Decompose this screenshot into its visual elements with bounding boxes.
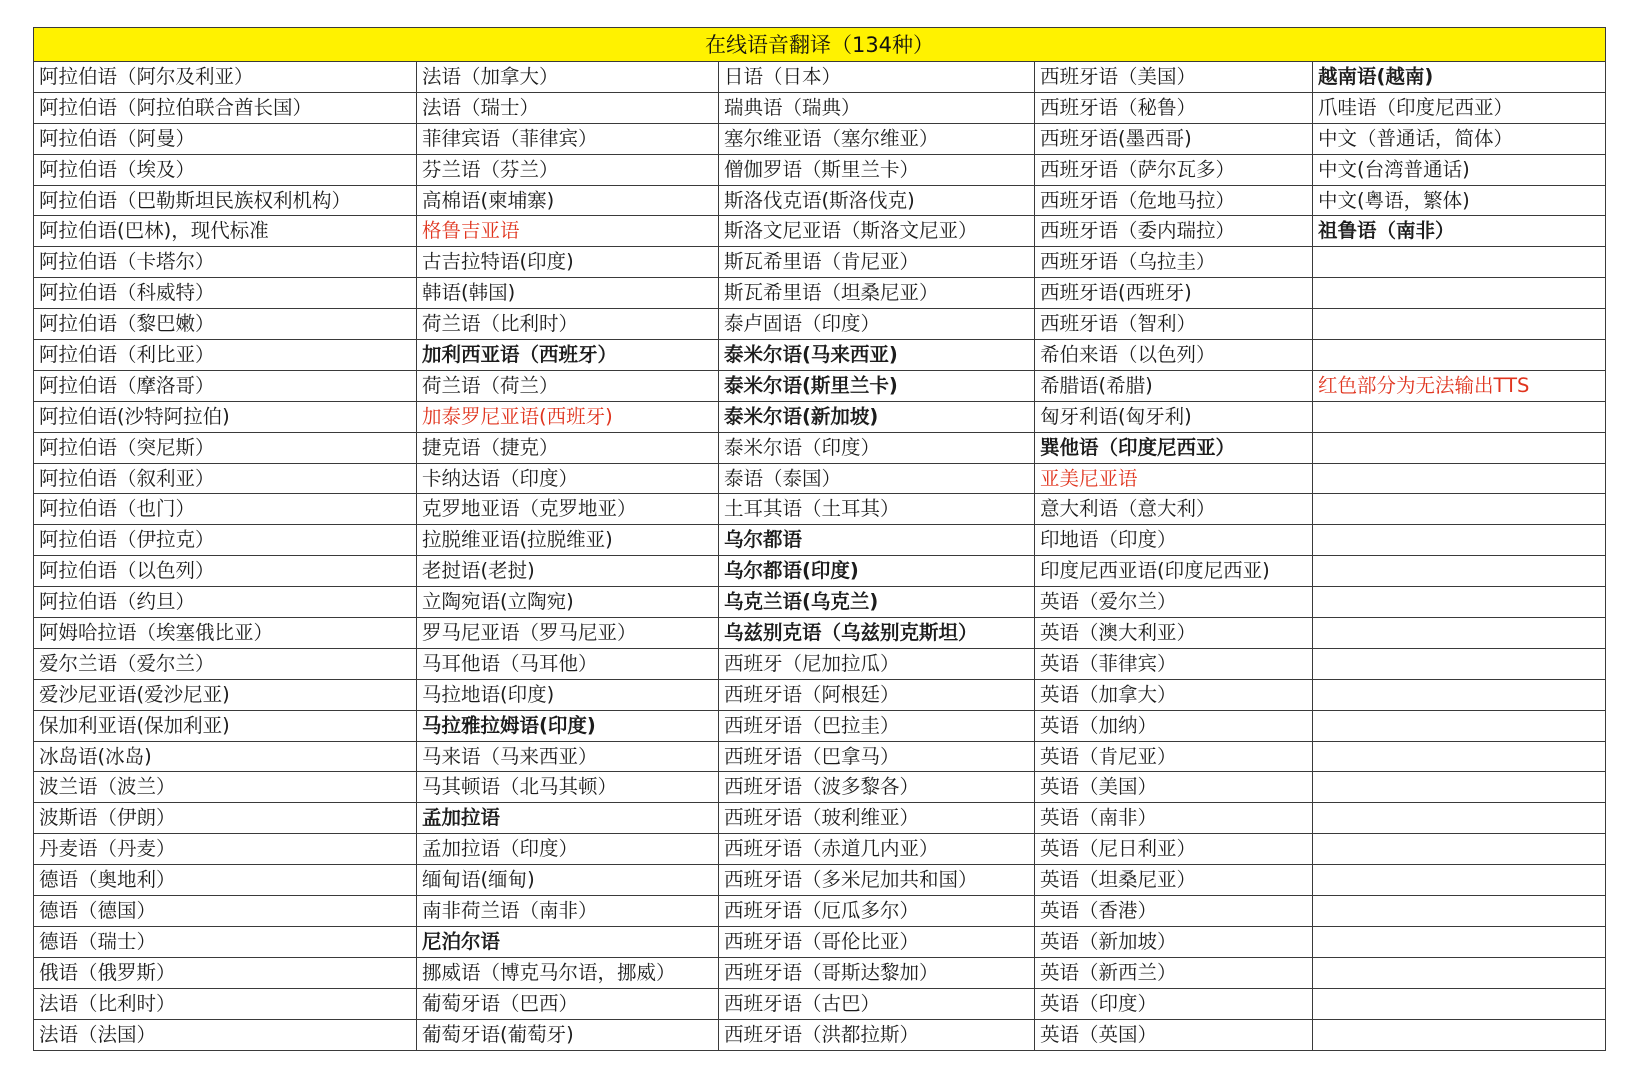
language-cell[interactable]: 德语（德国） — [34, 896, 417, 927]
language-cell[interactable]: 意大利语（意大利） — [1035, 494, 1313, 525]
language-cell[interactable]: 阿拉伯语（约旦） — [34, 587, 417, 618]
language-cell[interactable]: 斯洛伐克语(斯洛伐克) — [719, 185, 1035, 216]
language-cell[interactable]: 爱尔兰语（爱尔兰） — [34, 648, 417, 679]
language-cell[interactable]: 韩语(韩国) — [417, 278, 719, 309]
language-cell[interactable]: 阿姆哈拉语（埃塞俄比亚） — [34, 618, 417, 649]
table-row — [34, 278, 1606, 309]
language-cell[interactable]: 西班牙语（赤道几内亚） — [719, 834, 1035, 865]
table-row — [34, 463, 1606, 494]
language-cell[interactable]: 阿拉伯语（突尼斯） — [34, 432, 417, 463]
language-cell[interactable]: 印地语（印度） — [1035, 525, 1313, 556]
language-cell[interactable]: 西班牙语（哥斯达黎加） — [719, 957, 1035, 988]
language-cell[interactable]: 阿拉伯语(沙特阿拉伯) — [34, 401, 417, 432]
language-cell[interactable]: 中文(粤语，繁体) — [1313, 185, 1606, 216]
table-title[interactable]: 在线语音翻译（134种） — [34, 28, 1606, 62]
table-row — [34, 1019, 1606, 1050]
language-cell[interactable]: 加泰罗尼亚语(西班牙) — [417, 401, 719, 432]
language-cell[interactable]: 英语（香港） — [1035, 896, 1313, 927]
language-cell[interactable]: 卡纳达语（印度） — [417, 463, 719, 494]
language-cell[interactable]: 中文(台湾普通话) — [1313, 154, 1606, 185]
language-cell[interactable] — [1313, 710, 1606, 741]
language-cell[interactable]: 高棉语(柬埔寨) — [417, 185, 719, 216]
language-cell[interactable]: 菲律宾语（菲律宾） — [417, 123, 719, 154]
language-cell[interactable]: 英语（澳大利亚） — [1035, 618, 1313, 649]
language-cell[interactable]: 阿拉伯语（卡塔尔） — [34, 247, 417, 278]
language-cell[interactable] — [1313, 494, 1606, 525]
language-cell[interactable]: 印度尼西亚语(印度尼西亚) — [1035, 556, 1313, 587]
language-cell[interactable]: 泰卢固语（印度） — [719, 309, 1035, 340]
language-cell[interactable]: 西班牙语（玻利维亚） — [719, 803, 1035, 834]
language-cell[interactable]: 乌克兰语(乌克兰) — [719, 587, 1035, 618]
table-row — [34, 957, 1606, 988]
language-cell[interactable] — [1313, 525, 1606, 556]
language-cell[interactable]: 阿拉伯语（以色列） — [34, 556, 417, 587]
language-cell[interactable]: 波斯语（伊朗） — [34, 803, 417, 834]
language-cell[interactable]: 土耳其语（土耳其） — [719, 494, 1035, 525]
language-cell[interactable]: 匈牙利语(匈牙利) — [1035, 401, 1313, 432]
language-cell[interactable]: 西班牙语(墨西哥) — [1035, 123, 1313, 154]
language-cell[interactable]: 西班牙语(西班牙) — [1035, 278, 1313, 309]
table-row — [34, 62, 1606, 93]
language-cell[interactable]: 西班牙语（美国） — [1035, 62, 1313, 93]
language-cell[interactable]: 巽他语（印度尼西亚） — [1035, 432, 1313, 463]
language-cell[interactable]: 孟加拉语（印度） — [417, 834, 719, 865]
language-cell[interactable]: 西班牙语（巴拉圭） — [719, 710, 1035, 741]
language-cell[interactable] — [1313, 648, 1606, 679]
language-cell[interactable]: 立陶宛语(立陶宛) — [417, 587, 719, 618]
language-cell[interactable]: 西班牙语（巴拿马） — [719, 741, 1035, 772]
table-row — [34, 401, 1606, 432]
language-cell[interactable]: 英语（肯尼亚） — [1035, 741, 1313, 772]
table-row — [34, 803, 1606, 834]
table-row — [34, 772, 1606, 803]
language-cell[interactable]: 英语（菲律宾） — [1035, 648, 1313, 679]
table-row — [34, 556, 1606, 587]
language-cell[interactable]: 西班牙语（萨尔瓦多） — [1035, 154, 1313, 185]
language-cell[interactable]: 中文（普通话，简体） — [1313, 123, 1606, 154]
language-cell[interactable]: 瑞典语（瑞典） — [719, 92, 1035, 123]
language-cell[interactable] — [1313, 618, 1606, 649]
language-cell[interactable]: 老挝语(老挝) — [417, 556, 719, 587]
language-cell[interactable]: 英语（印度） — [1035, 988, 1313, 1019]
language-cell[interactable] — [1313, 741, 1606, 772]
table-row — [34, 432, 1606, 463]
language-cell[interactable]: 英语（南非） — [1035, 803, 1313, 834]
language-cell[interactable] — [1313, 340, 1606, 371]
language-cell[interactable]: 捷克语（捷克） — [417, 432, 719, 463]
language-cell[interactable]: 马来语（马来西亚） — [417, 741, 719, 772]
language-cell[interactable] — [1313, 834, 1606, 865]
language-cell[interactable]: 阿拉伯语(巴林)，现代标准 — [34, 216, 417, 247]
table-row — [34, 309, 1606, 340]
language-cell[interactable]: 斯洛文尼亚语（斯洛文尼亚） — [719, 216, 1035, 247]
language-cell[interactable]: 荷兰语（比利时） — [417, 309, 719, 340]
table-row — [34, 123, 1606, 154]
language-cell[interactable]: 德语（瑞士） — [34, 926, 417, 957]
language-cell[interactable]: 英语（新西兰） — [1035, 957, 1313, 988]
language-cell[interactable]: 阿拉伯语（伊拉克） — [34, 525, 417, 556]
language-cell[interactable] — [1313, 679, 1606, 710]
table-row — [34, 834, 1606, 865]
language-cell[interactable]: 德语（奥地利） — [34, 865, 417, 896]
language-cell[interactable]: 僧伽罗语（斯里兰卡） — [719, 154, 1035, 185]
language-cell[interactable] — [1313, 1019, 1606, 1050]
language-cell[interactable]: 塞尔维亚语（塞尔维亚） — [719, 123, 1035, 154]
language-cell[interactable]: 挪威语（博克马尔语，挪威） — [417, 957, 719, 988]
language-cell[interactable]: 阿拉伯语（摩洛哥） — [34, 370, 417, 401]
language-cell[interactable]: 马耳他语（马耳他） — [417, 648, 719, 679]
language-cell[interactable]: 泰米尔语(新加坡) — [719, 401, 1035, 432]
language-cell[interactable] — [1313, 463, 1606, 494]
table-row — [34, 185, 1606, 216]
language-cell[interactable]: 西班牙语（乌拉圭） — [1035, 247, 1313, 278]
language-cell[interactable]: 乌尔都语 — [719, 525, 1035, 556]
language-cell[interactable]: 爱沙尼亚语(爱沙尼亚) — [34, 679, 417, 710]
language-cell[interactable]: 阿拉伯语（埃及） — [34, 154, 417, 185]
language-cell[interactable]: 冰岛语(冰岛) — [34, 741, 417, 772]
language-cell[interactable]: 阿拉伯语（阿尔及利亚） — [34, 62, 417, 93]
language-cell[interactable]: 红色部分为无法输出TTS — [1313, 370, 1606, 401]
language-cell[interactable]: 泰语（泰国） — [719, 463, 1035, 494]
language-cell[interactable] — [1313, 803, 1606, 834]
language-cell[interactable]: 波兰语（波兰） — [34, 772, 417, 803]
language-cell[interactable]: 斯瓦希里语（坦桑尼亚） — [719, 278, 1035, 309]
language-cell[interactable]: 希腊语(希腊) — [1035, 370, 1313, 401]
language-cell[interactable]: 缅甸语(缅甸) — [417, 865, 719, 896]
language-cell[interactable]: 英语（加纳） — [1035, 710, 1313, 741]
language-cell[interactable]: 加利西亚语（西班牙） — [417, 340, 719, 371]
table-row — [34, 710, 1606, 741]
language-cell[interactable]: 古吉拉特语(印度) — [417, 247, 719, 278]
table-row — [34, 926, 1606, 957]
table-row — [34, 92, 1606, 123]
language-cell[interactable]: 西班牙语（危地马拉） — [1035, 185, 1313, 216]
language-cell[interactable] — [1313, 896, 1606, 927]
language-cell[interactable]: 阿拉伯语（科威特） — [34, 278, 417, 309]
language-cell[interactable]: 越南语(越南) — [1313, 62, 1606, 93]
language-cell[interactable]: 爪哇语（印度尼西亚） — [1313, 92, 1606, 123]
language-cell[interactable]: 祖鲁语（南非） — [1313, 216, 1606, 247]
table-row — [34, 370, 1606, 401]
table-row — [34, 587, 1606, 618]
language-cell[interactable]: 希伯来语（以色列） — [1035, 340, 1313, 371]
language-cell[interactable]: 日语（日本） — [719, 62, 1035, 93]
language-cell[interactable] — [1313, 772, 1606, 803]
language-cell[interactable]: 拉脱维亚语(拉脱维亚) — [417, 525, 719, 556]
language-cell[interactable] — [1313, 957, 1606, 988]
language-cell[interactable]: 丹麦语（丹麦） — [34, 834, 417, 865]
language-cell[interactable] — [1313, 587, 1606, 618]
language-cell[interactable]: 英语（坦桑尼亚） — [1035, 865, 1313, 896]
language-cell[interactable]: 英语（英国） — [1035, 1019, 1313, 1050]
language-cell[interactable]: 西班牙语（波多黎各） — [719, 772, 1035, 803]
language-cell[interactable]: 西班牙语（洪都拉斯） — [719, 1019, 1035, 1050]
language-cell[interactable]: 西班牙语（古巴） — [719, 988, 1035, 1019]
language-cell[interactable]: 泰米尔语(马来西亚) — [719, 340, 1035, 371]
table-row — [34, 247, 1606, 278]
language-cell[interactable]: 马其顿语（北马其顿） — [417, 772, 719, 803]
language-cell[interactable] — [1313, 278, 1606, 309]
language-cell[interactable]: 英语（加拿大） — [1035, 679, 1313, 710]
language-cell[interactable]: 罗马尼亚语（罗马尼亚） — [417, 618, 719, 649]
language-cell[interactable]: 西班牙（尼加拉瓜） — [719, 648, 1035, 679]
language-cell[interactable]: 法语（加拿大） — [417, 62, 719, 93]
language-cell[interactable]: 阿拉伯语（黎巴嫩） — [34, 309, 417, 340]
table-row — [34, 741, 1606, 772]
language-cell[interactable] — [1313, 865, 1606, 896]
language-cell[interactable]: 英语（美国） — [1035, 772, 1313, 803]
language-cell[interactable]: 英语（尼日利亚） — [1035, 834, 1313, 865]
table-row — [34, 988, 1606, 1019]
table-row — [34, 525, 1606, 556]
language-cell[interactable]: 法语（比利时） — [34, 988, 417, 1019]
language-cell[interactable]: 孟加拉语 — [417, 803, 719, 834]
language-cell[interactable]: 西班牙语（哥伦比亚） — [719, 926, 1035, 957]
language-cell[interactable]: 芬兰语（芬兰） — [417, 154, 719, 185]
language-cell[interactable] — [1313, 401, 1606, 432]
language-cell[interactable] — [1313, 926, 1606, 957]
table-row — [34, 648, 1606, 679]
language-cell[interactable]: 乌尔都语(印度) — [719, 556, 1035, 587]
language-cell[interactable]: 阿拉伯语（叙利亚） — [34, 463, 417, 494]
language-cell[interactable]: 法语（法国） — [34, 1019, 417, 1050]
language-cell[interactable]: 阿拉伯语（阿曼） — [34, 123, 417, 154]
language-cell[interactable]: 斯瓦希里语（肯尼亚） — [719, 247, 1035, 278]
table-row — [34, 865, 1606, 896]
language-cell[interactable]: 马拉地语(印度) — [417, 679, 719, 710]
language-cell[interactable]: 西班牙语（智利） — [1035, 309, 1313, 340]
language-cell[interactable]: 荷兰语（荷兰） — [417, 370, 719, 401]
language-cell[interactable]: 亚美尼亚语 — [1035, 463, 1313, 494]
language-cell[interactable]: 阿拉伯语（阿拉伯联合酋长国） — [34, 92, 417, 123]
language-cell[interactable]: 泰米尔语（印度） — [719, 432, 1035, 463]
language-cell[interactable]: 尼泊尔语 — [417, 926, 719, 957]
language-cell[interactable] — [1313, 432, 1606, 463]
language-cell[interactable]: 葡萄牙语（巴西） — [417, 988, 719, 1019]
language-cell[interactable]: 阿拉伯语（也门） — [34, 494, 417, 525]
language-cell[interactable]: 葡萄牙语(葡萄牙) — [417, 1019, 719, 1050]
language-cell[interactable]: 西班牙语（委内瑞拉） — [1035, 216, 1313, 247]
table-row — [34, 154, 1606, 185]
table-row — [34, 896, 1606, 927]
language-cell[interactable]: 马拉雅拉姆语(印度) — [417, 710, 719, 741]
language-cell[interactable]: 英语（爱尔兰） — [1035, 587, 1313, 618]
language-cell[interactable]: 俄语（俄罗斯） — [34, 957, 417, 988]
language-cell[interactable]: 西班牙语（厄瓜多尔） — [719, 896, 1035, 927]
language-cell[interactable]: 英语（新加坡） — [1035, 926, 1313, 957]
language-cell[interactable]: 保加利亚语(保加利亚) — [34, 710, 417, 741]
language-cell[interactable]: 西班牙语（多米尼加共和国） — [719, 865, 1035, 896]
language-cell[interactable]: 法语（瑞士） — [417, 92, 719, 123]
language-cell[interactable]: 克罗地亚语（克罗地亚） — [417, 494, 719, 525]
table-row — [34, 494, 1606, 525]
table-row — [34, 216, 1606, 247]
language-cell[interactable]: 南非荷兰语（南非） — [417, 896, 719, 927]
table-row — [34, 679, 1606, 710]
title-row — [34, 28, 1606, 62]
language-cell[interactable] — [1313, 247, 1606, 278]
language-cell[interactable]: 阿拉伯语（利比亚） — [34, 340, 417, 371]
language-cell[interactable] — [1313, 309, 1606, 340]
language-cell[interactable] — [1313, 556, 1606, 587]
language-table — [33, 27, 1606, 1051]
language-cell[interactable]: 格鲁吉亚语 — [417, 216, 719, 247]
language-cell[interactable] — [1313, 988, 1606, 1019]
table-row — [34, 340, 1606, 371]
language-cell[interactable]: 西班牙语（秘鲁） — [1035, 92, 1313, 123]
table-row — [34, 618, 1606, 649]
language-cell[interactable]: 泰米尔语(斯里兰卡) — [719, 370, 1035, 401]
language-cell[interactable]: 乌兹别克语（乌兹别克斯坦） — [719, 618, 1035, 649]
language-cell[interactable]: 阿拉伯语（巴勒斯坦民族权利机构） — [34, 185, 417, 216]
language-cell[interactable]: 西班牙语（阿根廷） — [719, 679, 1035, 710]
